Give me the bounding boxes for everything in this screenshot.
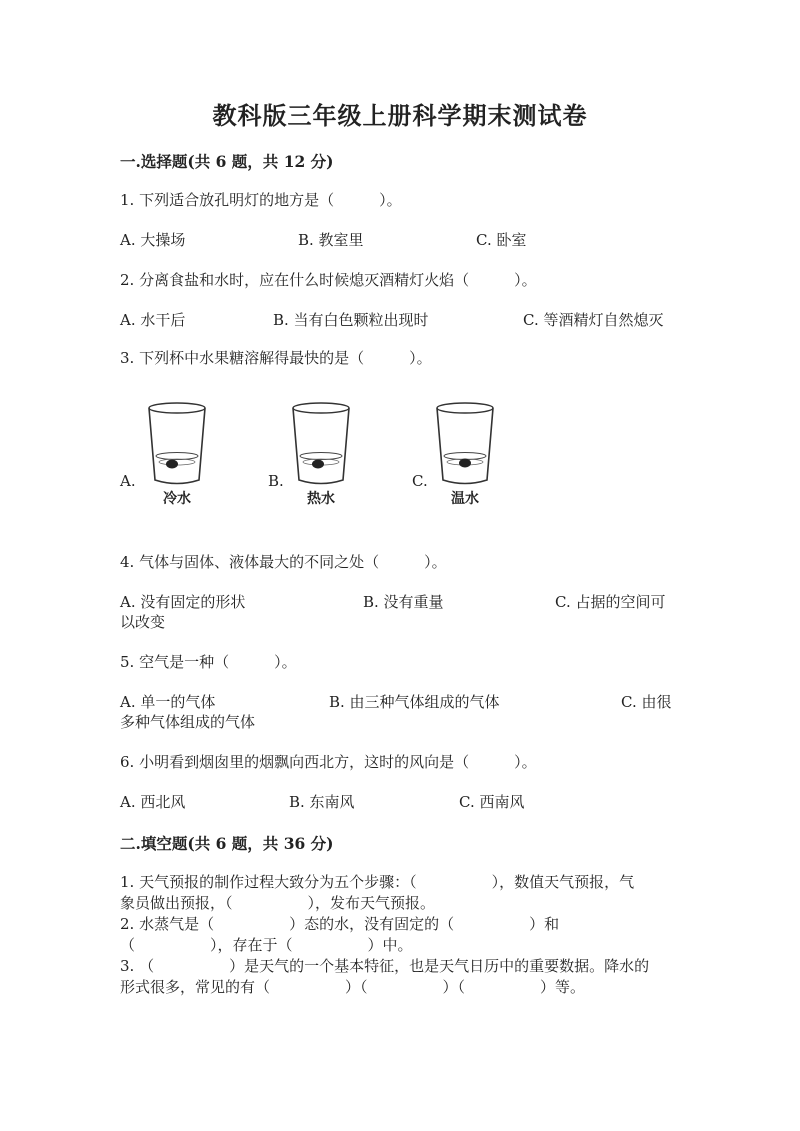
fill-line-3: 2. 水蒸气是（ ）态的水，没有固定的（ ）和 (120, 915, 560, 933)
glass-icon (430, 400, 500, 490)
glass-cold-water (142, 400, 212, 512)
glass-label-cold: 冷水 (163, 491, 191, 507)
q6-option-c: C. 西南风 (459, 793, 525, 811)
question-2: 2. 分离食盐和水时，应在什么时候熄灭酒精灯火焰（ ）。 (120, 271, 537, 289)
q6-option-b: B. 东南风 (289, 793, 355, 811)
q4-option-c-wrap: 以改变 (120, 613, 166, 631)
question-6: 6. 小明看到烟囱里的烟飘向西北方，这时的风向是（ ）。 (120, 753, 537, 771)
glass-hot-water (286, 400, 356, 512)
q2-option-b: B. 当有白色颗粒出现时 (273, 311, 429, 329)
fill-line-2: 象员做出预报，（ ），发布天气预报。 (120, 894, 436, 912)
q1-option-c: C. 卧室 (476, 231, 527, 249)
glass-label-hot: 热水 (307, 491, 335, 507)
q5-option-b: B. 由三种气体组成的气体 (329, 693, 500, 711)
glass-icon (286, 400, 356, 490)
question-5: 5. 空气是一种（ ）。 (120, 653, 297, 671)
glass-label-warm: 温水 (451, 491, 479, 507)
fill-line-1: 1. 天气预报的制作过程大致分为五个步骤：（ ），数值天气预报，气 (120, 873, 635, 891)
q3-option-c: C. (412, 472, 428, 490)
q1-option-b: B. 教室里 (298, 231, 364, 249)
q4-option-c: C. 占据的空间可 (555, 593, 666, 611)
question-1: 1. 下列适合放孔明灯的地方是（ ）。 (120, 191, 402, 209)
q5-option-c: C. 由很 (621, 693, 672, 711)
page-title: 教科版三年级上册科学期末测试卷 (212, 101, 588, 130)
section-heading-choice: 一.选择题(共 6 题，共 12 分) (120, 152, 334, 171)
fill-line-4: （ ），存在于（ ）中。 (120, 936, 413, 954)
q4-option-a: A. 没有固定的形状 (120, 593, 246, 611)
q5-option-a: A. 单一的气体 (120, 693, 216, 711)
question-3: 3. 下列杯中水果糖溶解得最快的是（ ）。 (120, 349, 432, 367)
question-4: 4. 气体与固体、液体最大的不同之处（ ）。 (120, 553, 447, 571)
q2-option-c: C. 等酒精灯自然熄灭 (523, 311, 664, 329)
q6-option-a: A. 西北风 (120, 793, 186, 811)
glass-icon (142, 400, 212, 490)
q3-option-b: B. (268, 472, 284, 490)
q3-option-a: A. (120, 472, 136, 490)
fill-line-5: 3. （ ）是天气的一个基本特征，也是天气日历中的重要数据。降水的 (120, 957, 650, 975)
fill-line-6: 形式很多，常见的有（ ）（ ）（ ）等。 (120, 978, 586, 996)
q5-option-c-wrap: 多种气体组成的气体 (120, 713, 256, 731)
q4-option-b: B. 没有重量 (363, 593, 444, 611)
section-heading-fill: 二.填空题(共 6 题，共 36 分) (120, 834, 334, 853)
q2-option-a: A. 水干后 (120, 311, 186, 329)
q1-option-a: A. 大操场 (120, 231, 186, 249)
glass-warm-water (430, 400, 500, 512)
